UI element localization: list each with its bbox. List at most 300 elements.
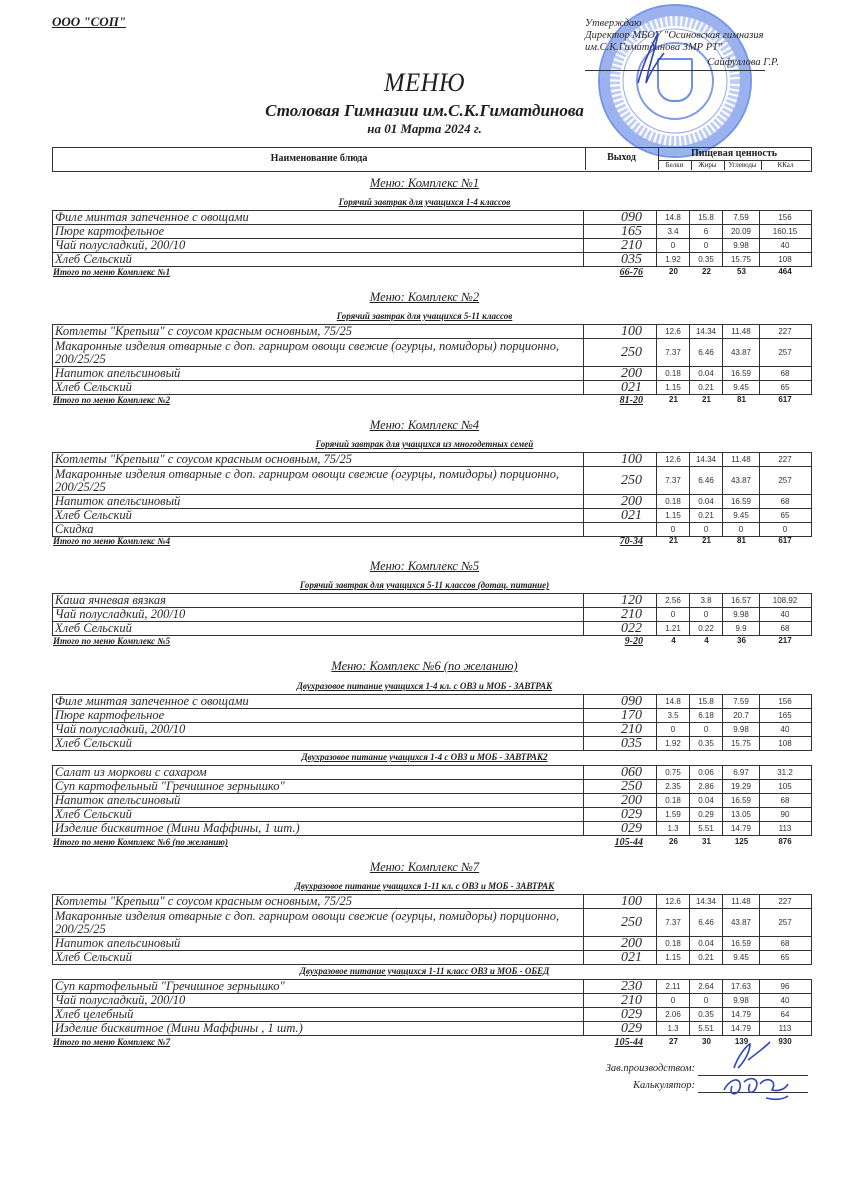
menu-total-row [52,395,812,406]
dish-proteins: 12.6 [657,895,690,908]
dish-kcal: 68 [780,369,790,378]
dish-output: 021 [584,951,657,964]
dish-proteins: 14.8 [657,211,690,224]
dish-output: 210 [584,608,657,621]
dish-fats: 0.22 [690,622,723,635]
dish-output: 035 [584,253,657,266]
dish-kcal: 105 [778,782,792,791]
dish-output: 100 [584,325,657,338]
dish-proteins: 0 [657,608,690,621]
dish-fats: 0.35 [690,1008,723,1021]
menu-total-proteins: 4 [671,636,676,645]
dish-proteins: 12.6 [657,325,690,338]
table-row [52,909,812,937]
table-row [52,253,812,267]
table-row [52,495,812,509]
dish-proteins: 7.37 [657,909,690,936]
menu-total-price: 105-44 [614,1037,643,1048]
production-head-label: Зав.производством: [605,1063,695,1074]
dish-name: Котлеты "Крепыш" с соусом красным основным, 75/25 [53,895,584,908]
dish-name: Пюре картофельное [53,709,584,722]
signature-scribble-icon [720,1038,790,1108]
dish-name: Салат из моркови с сахаром [53,766,584,779]
table-row [52,325,812,339]
table-row [52,509,812,523]
table-row [52,1008,812,1022]
dish-carbs: 0 [723,523,760,536]
menu-total-fats: 31 [702,837,711,846]
dish-kcal: 108 [778,739,792,748]
dish-kcal: 113 [778,1024,792,1033]
dish-output: 200 [584,495,657,508]
dish-kcal: 68 [780,497,790,506]
dish-carbs: 9.45 [723,509,760,522]
dish-fats: 15.8 [690,695,723,708]
dish-name: Макаронные изделия отварные с доп. гарниром овощи свежие (огурцы, помидоры) порционно, 200/25/25 [53,339,584,366]
column-header-kcal: ККал [777,161,794,169]
page-title: МЕНЮ [384,68,465,97]
dish-name: Хлеб Сельский [53,808,584,821]
dish-fats: 0 [690,608,723,621]
dish-output: 100 [584,453,657,466]
dish-output: 021 [584,381,657,394]
dish-kcal: 113 [778,824,792,833]
dish-carbs: 16.59 [723,495,760,508]
dish-proteins: 1.92 [657,737,690,750]
menu-total-fats: 21 [702,395,711,404]
table-row [52,523,812,537]
menu-section-title: Меню: Комплекс №6 (по желанию) [331,659,518,673]
dish-fats: 0.21 [690,951,723,964]
dish-kcal: 108.92 [772,596,798,605]
column-header-nutrition: Пищевая ценность [658,148,810,161]
dish-proteins: 1.3 [657,822,690,835]
dish-name: Филе минтая запеченное с овощами [53,211,584,224]
table-row [52,225,812,239]
dish-fats: 14.34 [690,895,723,908]
dish-name: Напиток апельсиновый [53,937,584,950]
dish-output: 100 [584,895,657,908]
dish-fats: 0 [690,239,723,252]
menu-total-carbs: 139 [734,1037,749,1046]
table-row [52,937,812,951]
table-row [52,695,812,709]
menu-total-proteins: 21 [669,395,678,404]
dish-proteins: 2.06 [657,1008,690,1021]
dish-carbs: 9.98 [723,608,760,621]
dish-fats: 6.46 [690,467,723,494]
dish-fats: 6.46 [690,909,723,936]
dish-proteins: 0.18 [657,937,690,950]
dish-kcal: 227 [778,897,792,906]
dish-output: 250 [584,467,657,494]
menu-total-fats: 4 [704,636,709,645]
menu-total-row [52,1037,812,1048]
dish-kcal: 40 [780,996,790,1005]
company-name: ООО "СОП" [52,14,127,29]
dish-kcal: 257 [778,476,792,485]
dish-proteins: 0.18 [657,495,690,508]
table-row [52,822,812,836]
menu-total-proteins: 20 [669,267,678,276]
dish-kcal: 165 [778,711,792,720]
dish-proteins: 3.4 [657,225,690,238]
dish-name: Каша ячневая вязкая [53,594,584,607]
dish-carbs: 7.59 [723,695,760,708]
menu-total-carbs: 53 [737,267,746,276]
menu-total-kcal: 930 [778,1037,792,1046]
menu-section-title: Меню: Комплекс №7 [369,860,480,874]
dish-proteins: 0 [657,239,690,252]
table-row [52,608,812,622]
menu-total-price: 81-20 [619,395,643,406]
dish-fats: 0 [690,723,723,736]
dish-proteins: 1.3 [657,1022,690,1035]
menu-total-label: Итого по меню Комплекс №2 [53,395,171,405]
table-row [52,367,812,381]
dish-fats: 2.86 [690,780,723,793]
dish-name: Чай полусладкий, 200/10 [53,239,584,252]
approval-block [585,18,785,69]
dish-output: 035 [584,737,657,750]
table-row [52,895,812,909]
dish-fats: 0 [690,523,723,536]
dish-fats: 2.64 [690,980,723,993]
table-row [52,766,812,780]
dish-fats: 0 [690,994,723,1007]
dish-kcal: 156 [778,213,792,222]
dish-fats: 0.04 [690,794,723,807]
approval-line-2: Директор МБОУ "Осиновская гимназия [585,30,764,41]
menu-total-carbs: 81 [737,395,746,404]
dish-fats: 0.21 [690,381,723,394]
dish-fats: 0.04 [690,937,723,950]
table-row [52,211,812,225]
dish-name: Скидка [53,523,584,536]
meal-group-title: Двухразовое питание учащихся 1-4 с ОВЗ и МОБ - ЗАВТРАК2 [301,752,548,762]
menu-total-row [52,636,812,647]
dish-kcal: 68 [780,624,790,633]
menu-items-table [52,593,812,636]
dish-name: Суп картофельный "Гречишное зернышко" [53,980,584,993]
dish-output: 090 [584,695,657,708]
dish-carbs: 20.09 [723,225,760,238]
menu-items-table [52,979,812,1036]
dish-kcal: 65 [780,953,790,962]
dish-proteins: 3.5 [657,709,690,722]
table-row [52,239,812,253]
dish-kcal: 68 [780,939,790,948]
dish-name: Котлеты "Крепыш" с соусом красным основным, 75/25 [53,453,584,466]
dish-proteins: 0.18 [657,794,690,807]
dish-proteins: 14.8 [657,695,690,708]
dish-carbs: 43.87 [723,909,760,936]
dish-carbs: 9.98 [723,239,760,252]
dish-fats: 0.35 [690,737,723,750]
dish-name: Изделие бисквитное (Мини Маффины , 1 шт.) [53,1022,584,1035]
dish-kcal: 65 [780,383,790,392]
menu-total-proteins: 26 [669,837,678,846]
dish-carbs: 9.98 [723,994,760,1007]
dish-fats: 14.34 [690,453,723,466]
menu-total-label: Итого по меню Комплекс №7 [53,1037,171,1047]
dish-output: 250 [584,909,657,936]
dish-kcal: 31.2 [777,768,793,777]
approval-line-3: им.С.К.Гиматдинова ЗМР РТ" [585,42,723,53]
dish-carbs: 11.48 [723,453,760,466]
dish-fats: 5.51 [690,1022,723,1035]
dish-carbs: 20.7 [723,709,760,722]
table-row [52,709,812,723]
menu-total-kcal: 464 [778,267,792,276]
menu-total-price: 9-20 [624,636,643,647]
menu-total-price: 66-76 [619,267,643,278]
menu-items-table [52,894,812,965]
dish-kcal: 0 [782,525,788,534]
dish-name: Чай полусладкий, 200/10 [53,723,584,736]
column-header-output: Выход [585,148,659,170]
table-row [52,794,812,808]
dish-proteins: 1.59 [657,808,690,821]
dish-carbs: 14.79 [723,822,760,835]
dish-name: Чай полусладкий, 200/10 [53,994,584,1007]
dish-fats: 0.04 [690,367,723,380]
dish-name: Изделие бисквитное (Мини Маффины, 1 шт.) [53,822,584,835]
dish-output: 029 [584,1008,657,1021]
dish-name: Хлеб Сельский [53,253,584,266]
dish-kcal: 40 [780,725,790,734]
dish-kcal: 64 [780,1010,790,1019]
dish-name: Напиток апельсиновый [53,794,584,807]
dish-carbs: 11.48 [723,325,760,338]
menu-total-carbs: 36 [737,636,746,645]
table-row [52,951,812,965]
dish-name: Чай полусладкий, 200/10 [53,608,584,621]
dish-output: 022 [584,622,657,635]
dish-kcal: 40 [780,241,790,250]
dish-fats: 0.21 [690,509,723,522]
dish-carbs: 9.45 [723,951,760,964]
menu-section-title: Меню: Комплекс №1 [369,176,480,190]
calculator-label: Калькулятор: [633,1080,695,1091]
dish-proteins: 1.15 [657,951,690,964]
dish-output: 230 [584,980,657,993]
dish-kcal: 40 [780,610,790,619]
menu-total-price: 70-34 [619,536,643,547]
menu-total-kcal: 876 [778,837,792,846]
dish-output: 060 [584,766,657,779]
dish-proteins: 1.21 [657,622,690,635]
approval-line-1: Утверждаю [585,18,642,29]
menu-total-label: Итого по меню Комплекс №5 [53,636,171,646]
dish-proteins: 0.18 [657,367,690,380]
dish-carbs: 16.59 [723,367,760,380]
table-row [52,808,812,822]
column-header-name: Наименование блюда [53,148,586,170]
dish-name: Котлеты "Крепыш" с соусом красным основным, 75/25 [53,325,584,338]
dish-carbs: 17.63 [723,980,760,993]
dish-output: 250 [584,780,657,793]
menu-total-proteins: 27 [669,1037,678,1046]
dish-name: Напиток апельсиновый [53,495,584,508]
dish-kcal: 108 [778,255,792,264]
table-row [52,980,812,994]
dish-fats: 15.8 [690,211,723,224]
dish-name: Макаронные изделия отварные с доп. гарниром овощи свежие (огурцы, помидоры) порционно, 200/25/25 [53,909,584,936]
menu-total-price: 105-44 [614,837,643,848]
dish-carbs: 9.45 [723,381,760,394]
dish-fats: 6.18 [690,709,723,722]
dish-carbs: 14.79 [723,1008,760,1021]
column-header-carbs: Углеводы [724,160,762,170]
dish-output: 120 [584,594,657,607]
meal-group-title: Горячий завтрак для учащихся 1-4 классов [338,197,511,207]
dish-name: Хлеб Сельский [53,509,584,522]
dish-proteins: 7.37 [657,467,690,494]
dish-name: Пюре картофельное [53,225,584,238]
dish-carbs: 15.75 [723,253,760,266]
menu-date: на 01 Марта 2024 г. [367,121,482,136]
dish-carbs: 9.9 [723,622,760,635]
column-header-fats: Жиры [691,160,725,170]
dish-output: 170 [584,709,657,722]
menu-total-row [52,267,812,278]
menu-section-title: Меню: Комплекс №5 [369,559,480,573]
menu-total-kcal: 617 [778,536,792,545]
dish-kcal: 90 [780,810,790,819]
dish-output: 200 [584,937,657,950]
dish-fats: 6 [690,225,723,238]
dish-output: 029 [584,808,657,821]
page-subtitle: Столовая Гимназии им.С.К.Гиматдинова [265,101,584,120]
dish-kcal: 65 [780,511,790,520]
dish-kcal: 96 [780,982,790,991]
dish-kcal: 156 [778,697,792,706]
menu-total-proteins: 21 [669,536,678,545]
dish-output: 200 [584,794,657,807]
menu-total-row [52,837,812,848]
dish-proteins: 2.11 [657,980,690,993]
dish-output: 029 [584,822,657,835]
menu-total-fats: 22 [702,267,711,276]
meal-group-title: Горячий завтрак для учащихся из многодетных семей [315,439,534,449]
meal-group-title: Горячий завтрак для учащихся 5-11 классов (дотац. питание) [299,580,550,590]
dish-fats: 0.29 [690,808,723,821]
dish-kcal: 257 [778,348,792,357]
dish-proteins: 2.56 [657,594,690,607]
meal-group-title: Горячий завтрак для учащихся 5-11 классов [336,311,513,321]
table-row [52,723,812,737]
menu-total-label: Итого по меню Комплекс №1 [53,267,171,277]
menu-items-table [52,452,812,537]
dish-proteins: 0 [657,723,690,736]
dish-kcal: 227 [778,327,792,336]
dish-carbs: 19.29 [723,780,760,793]
dish-output: 090 [584,211,657,224]
dish-name: Суп картофельный "Гречишное зернышко" [53,780,584,793]
dish-fats: 5.51 [690,822,723,835]
dish-carbs: 6.97 [723,766,760,779]
dish-carbs: 16.59 [723,937,760,950]
dish-name: Хлеб Сельский [53,951,584,964]
dish-carbs: 16.59 [723,794,760,807]
meal-group-title: Двухразовое питание учащихся 1-4 кл. с ОВЗ и МОБ - ЗАВТРАК [296,681,553,691]
table-row [52,737,812,751]
dish-output: 165 [584,225,657,238]
menu-total-carbs: 81 [737,536,746,545]
dish-name: Хлеб Сельский [53,622,584,635]
dish-fats: 0.06 [690,766,723,779]
dish-output: 250 [584,339,657,366]
dish-proteins: 0.75 [657,766,690,779]
dish-kcal: 227 [778,455,792,464]
menu-total-label: Итого по меню Комплекс №4 [53,536,171,546]
menu-items-table [52,765,812,836]
dish-output: 210 [584,994,657,1007]
dish-fats: 0.04 [690,495,723,508]
table-row [52,339,812,367]
dish-carbs: 15.75 [723,737,760,750]
director-name: Сайфуллова Г.Р. [707,57,779,68]
dish-proteins: 0 [657,523,690,536]
dish-proteins: 1.15 [657,381,690,394]
dish-fats: 6.46 [690,339,723,366]
table-header [52,147,812,172]
menu-total-fats: 21 [702,536,711,545]
table-row [52,381,812,395]
menu-items-table [52,694,812,751]
dish-carbs: 13.05 [723,808,760,821]
table-row [52,594,812,608]
dish-name: Хлеб Сельский [53,737,584,750]
dish-fats: 3.8 [690,594,723,607]
dish-output: 210 [584,239,657,252]
dish-carbs: 43.87 [723,467,760,494]
dish-kcal: 68 [780,796,790,805]
dish-fats: 14.34 [690,325,723,338]
dish-carbs: 14.79 [723,1022,760,1035]
menu-section-title: Меню: Комплекс №2 [369,290,480,304]
table-row [52,467,812,495]
menu-total-row [52,536,812,547]
table-row [52,1022,812,1036]
dish-carbs: 7.59 [723,211,760,224]
dish-carbs: 11.48 [723,895,760,908]
dish-output: 210 [584,723,657,736]
dish-proteins: 0 [657,994,690,1007]
menu-total-label: Итого по меню Комплекс №6 (по желанию) [53,837,228,847]
dish-fats: 0.35 [690,253,723,266]
table-row [52,780,812,794]
dish-kcal: 160.15 [772,227,798,236]
dish-name: Хлеб целебный [53,1008,584,1021]
dish-proteins: 12.6 [657,453,690,466]
dish-name: Макаронные изделия отварные с доп. гарниром овощи свежие (огурцы, помидоры) порционно, 200/25/25 [53,467,584,494]
dish-name: Хлеб Сельский [53,381,584,394]
table-row [52,453,812,467]
menu-items-table [52,210,812,267]
dish-proteins: 7.37 [657,339,690,366]
menu-total-kcal: 217 [778,636,792,645]
dish-proteins: 1.15 [657,509,690,522]
dish-proteins: 1.92 [657,253,690,266]
dish-carbs: 16.57 [723,594,760,607]
table-row [52,622,812,636]
dish-name: Филе минтая запеченное с овощами [53,695,584,708]
dish-carbs: 9.98 [723,723,760,736]
dish-output: 021 [584,509,657,522]
meal-group-title: Двухразовое питание учащихся 1-11 класс ОВЗ и МОБ - ОБЕД [299,966,550,976]
